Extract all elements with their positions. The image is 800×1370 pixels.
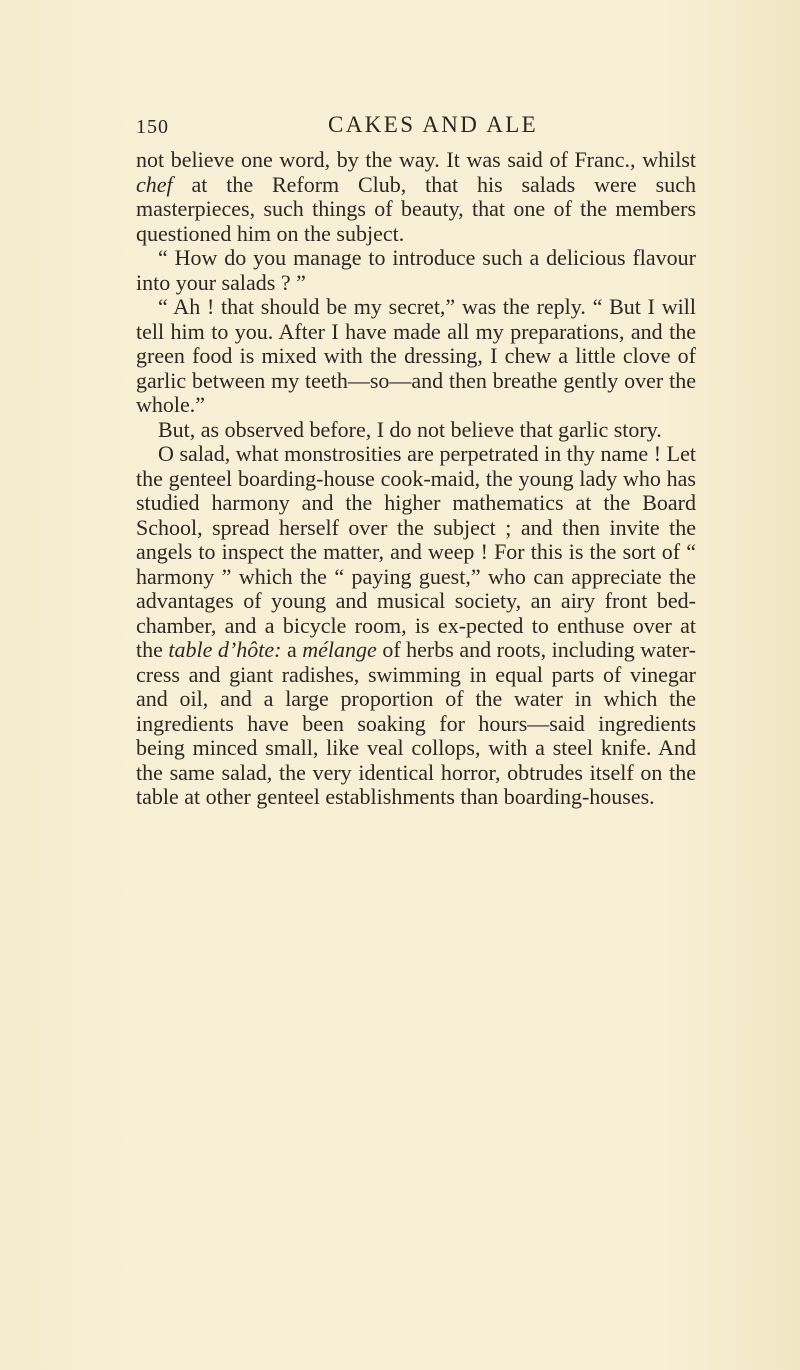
paragraph <box>136 148 696 246</box>
text-run: “ How do you manage to introduce such a delicious flavour into your salads ? ” <box>136 245 696 295</box>
paragraph <box>136 442 696 810</box>
text-run: But, as observed before, I do not believe that garlic story. <box>158 416 662 442</box>
italic-text: table d’hôte: <box>168 637 282 662</box>
text-run: O salad, what monstrosities are perpetrated in thy name ! Let the genteel boarding-house cook-maid, the young lady who has studied harmony and the higher mathematics at the Board School, spread herself over the subject ; and then invite the angels to inspect the matter, and weep ! For this is the sort of “ harmony ” which the “ paying guest,” who can appreciate the advantages of young and musical society, an airy front bed-chamber, and a bicycle room, is ex-pected to enthuse over at the <box>136 441 696 662</box>
body-text <box>136 148 696 810</box>
text-run: of herbs and roots, including water-cress and giant radishes, swimming in equal parts of vinegar and oil, and a large proportion of the water in which the ingredients have been soaking for hours—said ingredients being minced small, like veal collops, with a steel knife. And the same salad, the very identical horror, obtrudes itself on the table at other genteel establishments than boarding-houses. <box>136 637 696 809</box>
paragraph <box>136 295 696 418</box>
page-number: 150 <box>136 116 169 138</box>
paragraph <box>136 246 696 295</box>
italic-text: chef <box>136 171 173 197</box>
paragraph <box>136 418 696 443</box>
italic-text: mélange <box>302 637 377 662</box>
text-run: “ Ah ! that should be my secret,” was the reply. “ But I will tell him to you. After I have made all my preparations, and the green food is mixed with the dressing, I chew a little clove of garlic between my teeth—so—and then breathe gently over the whole.” <box>136 294 696 417</box>
text-run: a <box>281 637 303 662</box>
page-header <box>136 112 696 142</box>
running-head: CAKES AND ALE <box>328 112 539 137</box>
text-run: not believe one word, by the way. It was said of Franc., whilst <box>136 147 696 172</box>
text-run: at the Reform Club, that his salads were such masterpieces, such things of beauty, that one of the members questioned him on the subject. <box>136 171 696 246</box>
